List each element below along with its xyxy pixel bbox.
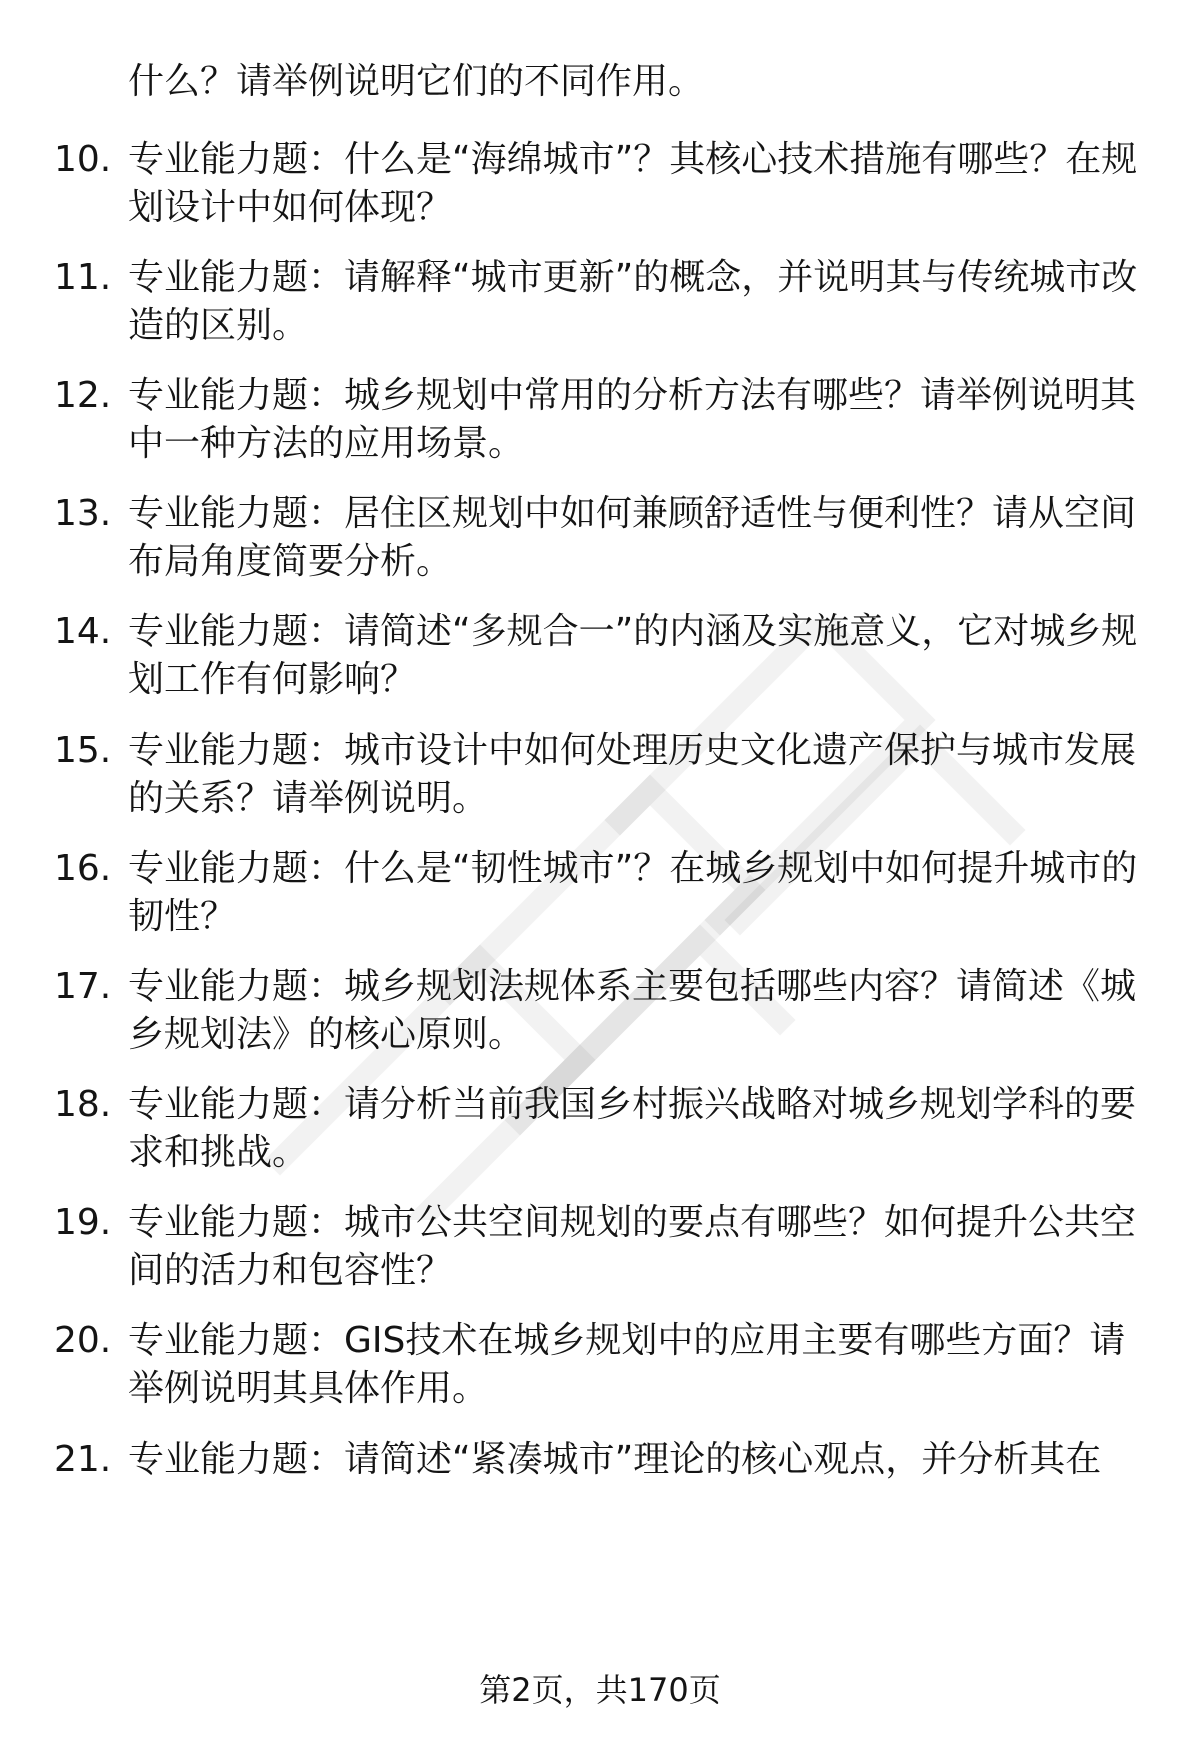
question-text: 专业能力题：请简述“多规合一”的内涵及实施意义，它对城乡规划工作有何影响？ (128, 611, 1138, 700)
question-text: 专业能力题：城乡规划中常用的分析方法有哪些？请举例说明其中一种方法的应用场景。 (128, 375, 1137, 464)
question-text: 专业能力题：请简述“紧凑城市”理论的核心观点，并分析其在 (128, 1439, 1102, 1480)
question-text: 专业能力题：GIS技术在城乡规划中的应用主要有哪些方面？请举例说明其具体作用。 (128, 1320, 1126, 1409)
question-number: 11. (54, 257, 112, 298)
question-text: 专业能力题：什么是“韧性城市”？在城乡规划中如何提升城市的韧性？ (128, 848, 1138, 937)
page-footer: 第2页，共170页 (479, 1671, 721, 1709)
question-number: 12. (54, 375, 112, 416)
question-number: 18. (54, 1084, 112, 1125)
question-number: 10. (54, 139, 112, 180)
continuation-text: 什么？请举例说明它们的不同作用。 (128, 61, 705, 102)
question-number: 15. (54, 730, 112, 771)
question-text: 专业能力题：城市公共空间规划的要点有哪些？如何提升公共空间的活力和包容性？ (128, 1202, 1137, 1291)
question-number: 13. (54, 493, 112, 534)
question-text: 专业能力题：什么是“海绵城市”？其核心技术措施有哪些？在规划设计中如何体现？ (128, 139, 1138, 228)
question-text: 专业能力题：请解释“城市更新”的概念，并说明其与传统城市改造的区别。 (128, 257, 1138, 346)
question-number: 14. (54, 611, 112, 652)
question-number: 17. (54, 966, 112, 1007)
question-number: 19. (54, 1202, 112, 1243)
question-text: 专业能力题：城乡规划法规体系主要包括哪些内容？请简述《城乡规划法》的核心原则。 (128, 966, 1137, 1055)
question-text: 专业能力题：请分析当前我国乡村振兴战略对城乡规划学科的要求和挑战。 (128, 1084, 1137, 1173)
question-text: 专业能力题：居住区规划中如何兼顾舒适性与便利性？请从空间布局角度简要分析。 (128, 493, 1137, 582)
question-number: 21. (54, 1439, 112, 1480)
question-number: 20. (54, 1320, 112, 1361)
question-text: 专业能力题：城市设计中如何处理历史文化遗产保护与城市发展的关系？请举例说明。 (128, 730, 1137, 819)
question-number: 16. (54, 848, 112, 889)
